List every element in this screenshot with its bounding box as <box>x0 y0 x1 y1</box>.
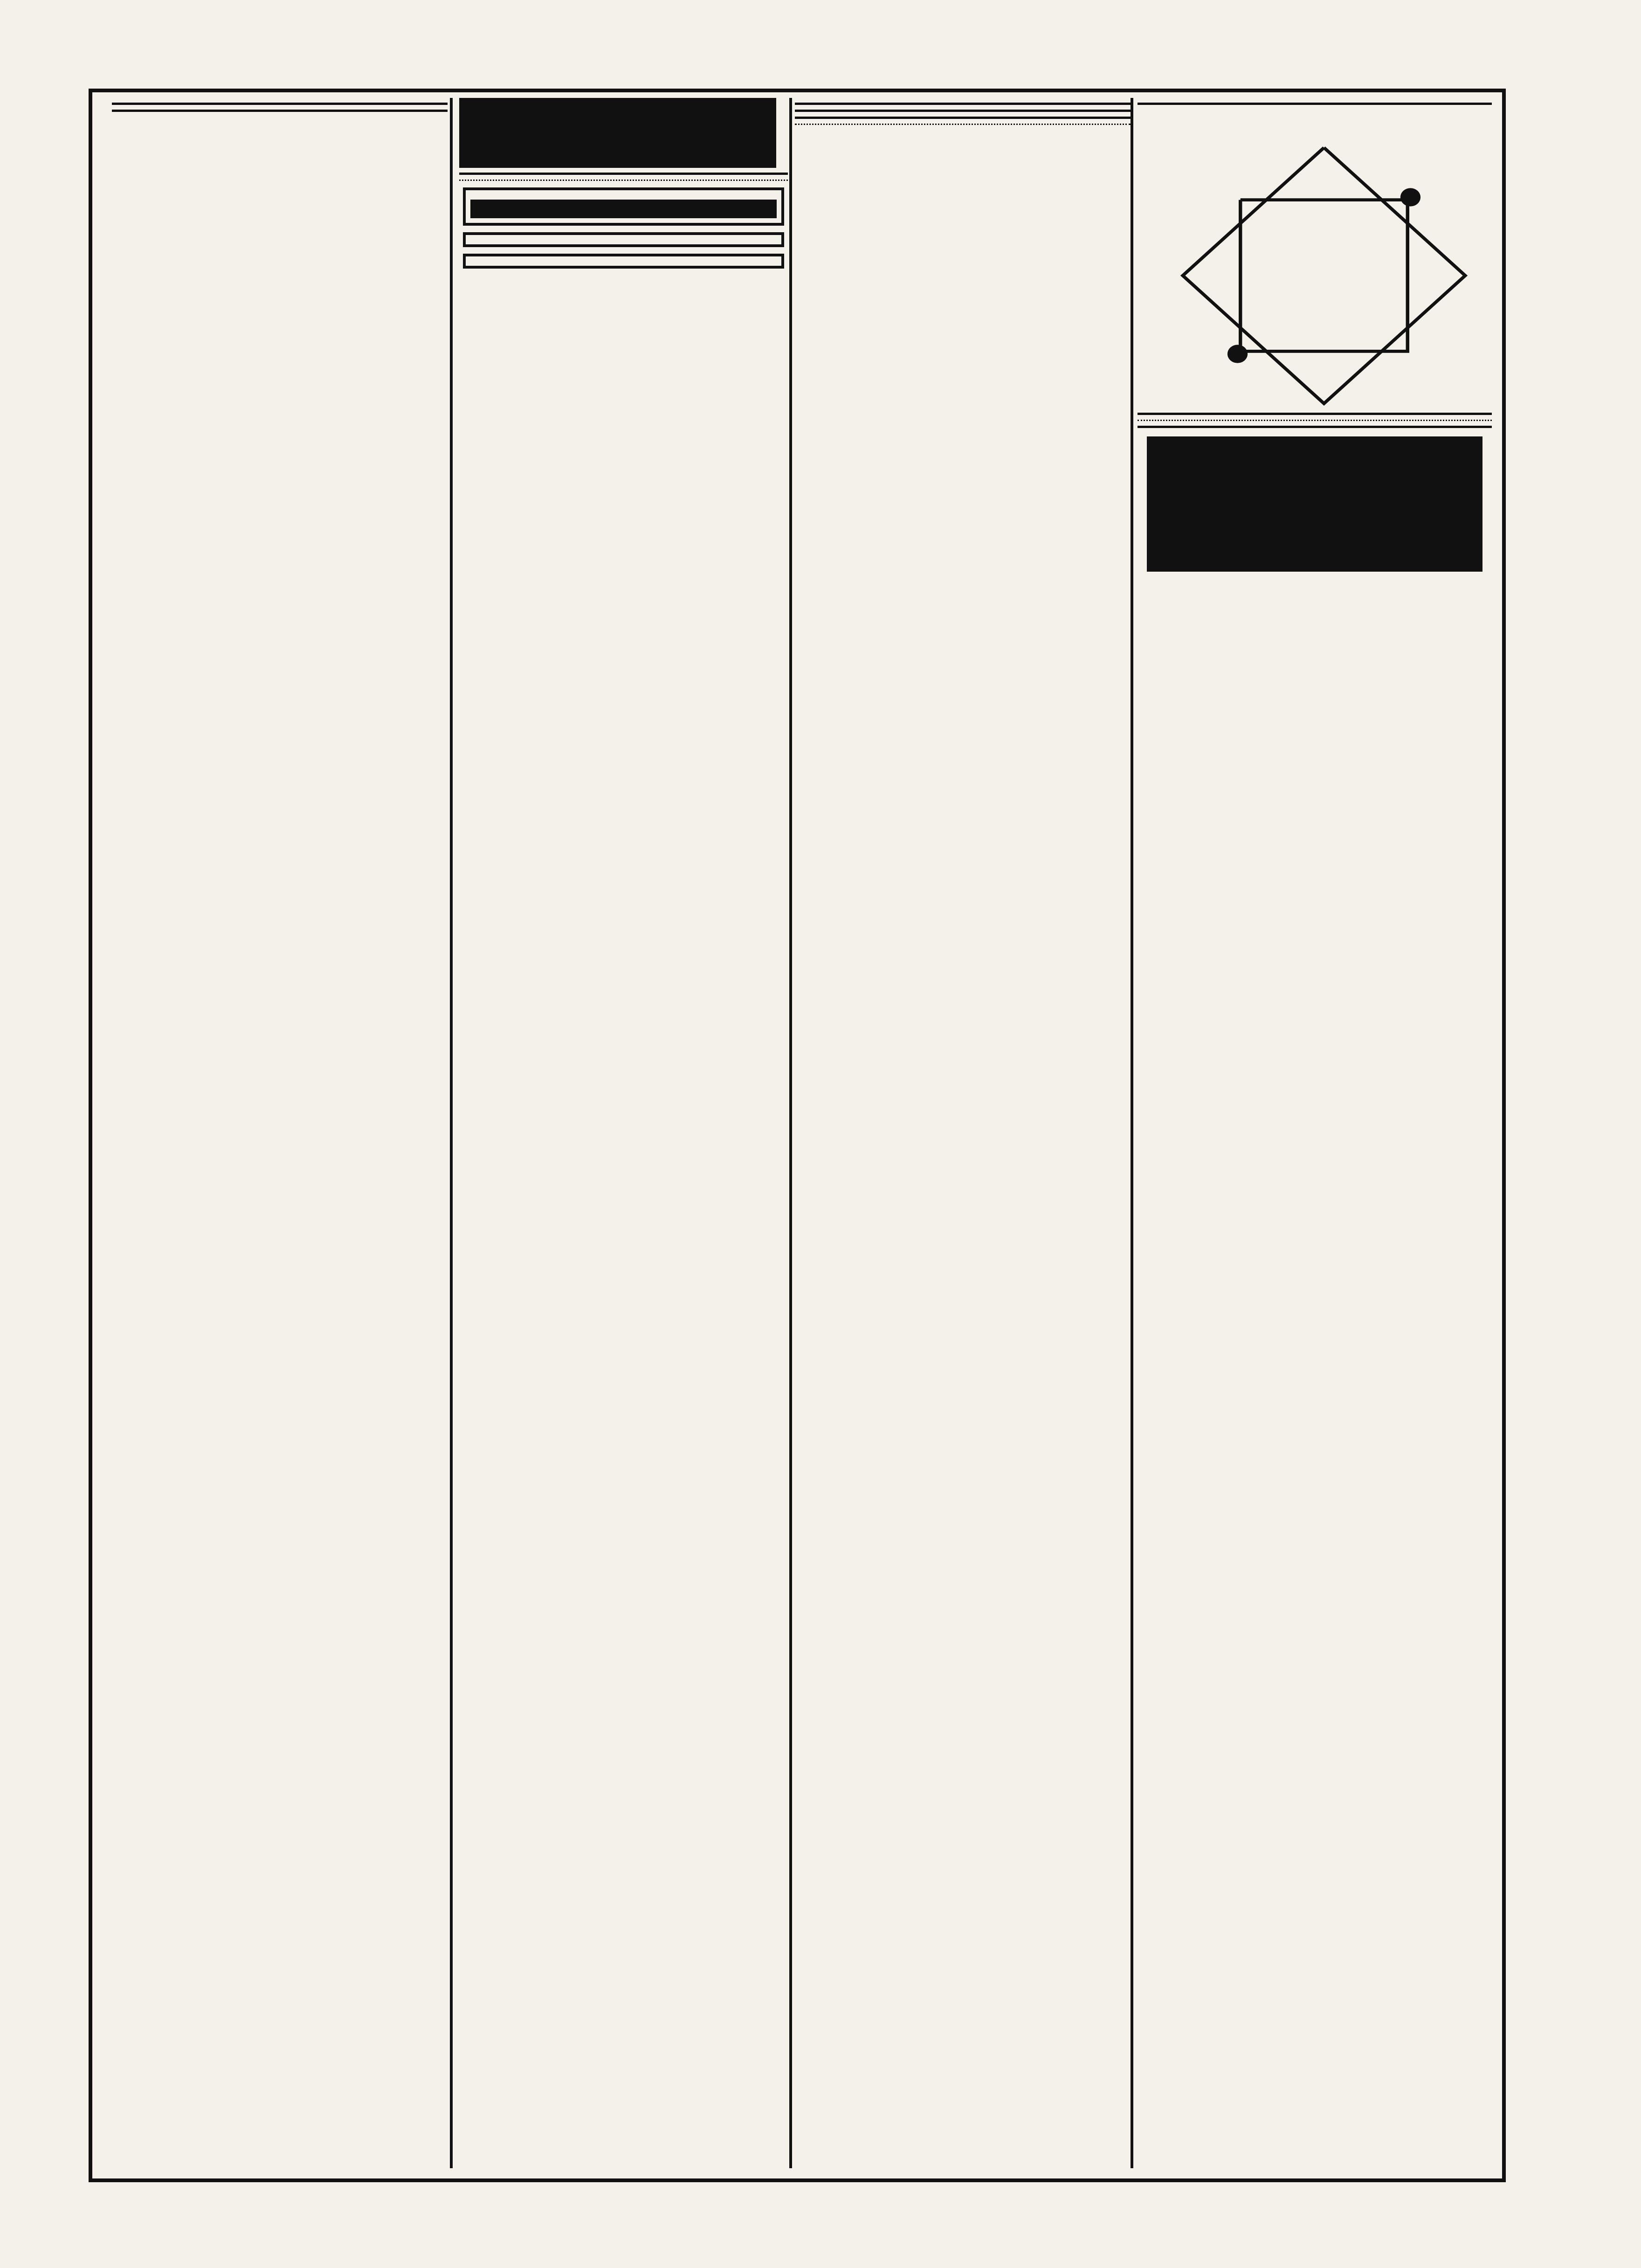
column-rule <box>1131 98 1133 2168</box>
divider <box>459 180 788 181</box>
divider <box>112 103 448 105</box>
divider <box>795 103 1131 105</box>
divider <box>795 110 1131 112</box>
crossword-grid <box>1165 132 1482 419</box>
divider <box>1138 426 1492 428</box>
black-dot <box>1400 188 1420 206</box>
page-header <box>28 28 1613 98</box>
rko-advertisement <box>463 187 784 226</box>
column-4 <box>1138 98 1492 2168</box>
column-2 <box>459 98 788 2168</box>
rko-logo <box>470 200 777 218</box>
column-rule <box>450 98 453 2168</box>
divider <box>1138 420 1492 421</box>
black-dot <box>1227 345 1248 363</box>
divider <box>795 124 1131 125</box>
diamond-shape <box>1183 148 1465 404</box>
crossword-grid-area <box>1138 110 1492 408</box>
theatre-banner <box>459 98 776 168</box>
avenida-advertisement <box>463 232 784 247</box>
divider <box>795 117 1131 119</box>
column-3 <box>795 98 1131 2168</box>
column-rule <box>789 98 792 2168</box>
ginasio-advertisement <box>463 254 784 269</box>
divider <box>459 173 788 175</box>
column-1 <box>112 98 448 2168</box>
divider <box>112 110 448 112</box>
inner-square <box>1241 200 1408 352</box>
divider <box>1138 103 1492 105</box>
fotos-aurea-advertisement <box>1147 436 1482 572</box>
